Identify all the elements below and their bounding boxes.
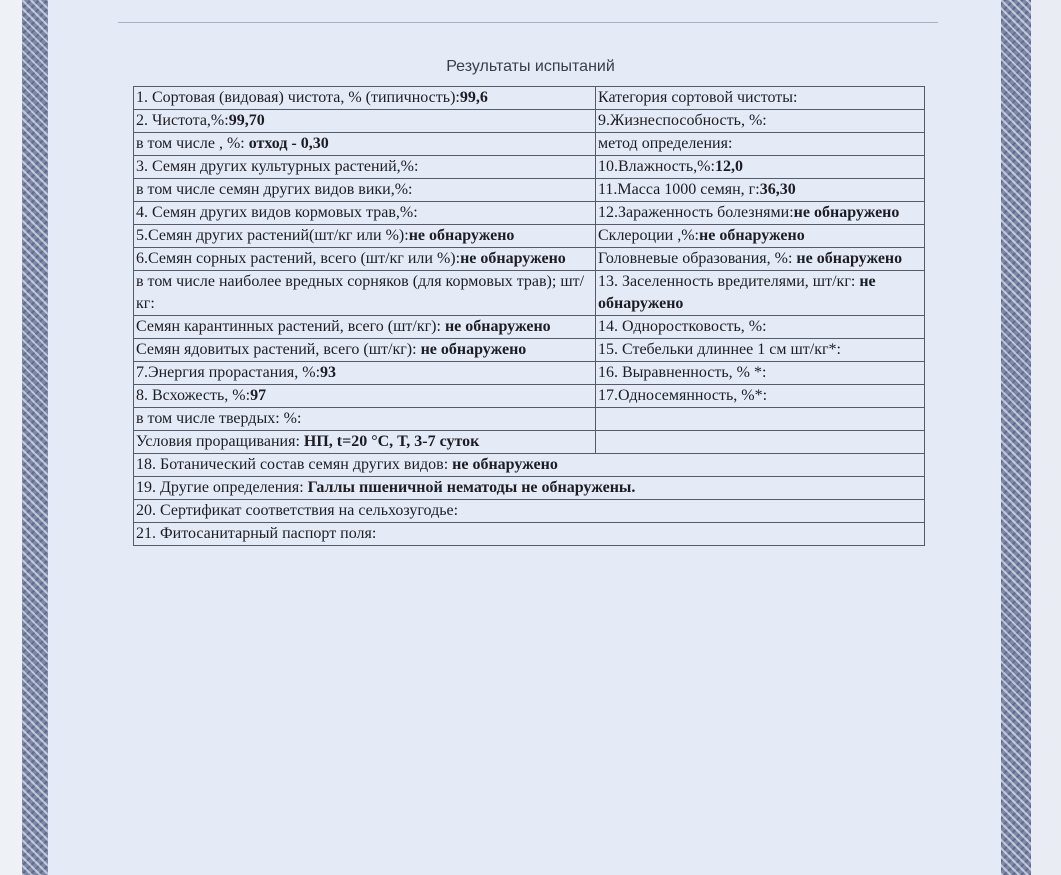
right-cell [596, 87, 925, 110]
table-row [134, 385, 925, 408]
left-cell [134, 133, 596, 156]
field-value: не обнаружено [796, 250, 903, 267]
left-cell [134, 225, 596, 248]
field-label: в том числе , %: [136, 135, 249, 152]
left-cell [134, 408, 596, 431]
table-row [134, 156, 925, 179]
table-row-full [134, 500, 925, 523]
field-label: 11.Масса 1000 семян, г: [598, 181, 760, 198]
left-cell [134, 271, 596, 316]
field-value: 99,6 [459, 89, 488, 106]
right-cell [596, 110, 925, 133]
right-cell [596, 339, 925, 362]
right-cell [596, 431, 925, 454]
left-cell [134, 248, 596, 271]
field-label: метод определения: [598, 135, 733, 152]
field-value: 12,0 [714, 158, 743, 175]
table-row [134, 179, 925, 202]
table-row-full [134, 523, 925, 546]
field-label: 13. Заселенность вредителями, шт/кг: [598, 273, 860, 290]
table-row [134, 271, 925, 316]
left-cell [134, 316, 596, 339]
field-value: не обнаружено [420, 341, 527, 358]
field-label: Семян ядовитых растений, всего (шт/кг): [136, 341, 421, 358]
left-cell [134, 339, 596, 362]
table-row [134, 225, 925, 248]
left-cell [134, 156, 596, 179]
right-cell [596, 225, 925, 248]
right-cell [596, 202, 925, 225]
right-cell [596, 248, 925, 271]
field-label: 5.Семян других растений(шт/кг или %): [136, 227, 409, 244]
field-value: 97 [250, 387, 267, 404]
field-value: 93 [320, 364, 337, 381]
field-label: 4. Семян других видов кормовых трав,%: [136, 204, 418, 221]
field-label: 9.Жизнеспособность, %: [598, 112, 767, 129]
field-label: Склероции ,%: [598, 227, 699, 244]
table-row [134, 408, 925, 431]
field-value: НП, t=20 °C, Т, 3-7 суток [303, 433, 480, 450]
left-cell [134, 110, 596, 133]
page-edge-right [1031, 0, 1061, 875]
field-label: в том числе семян других видов вики,%: [136, 181, 413, 198]
right-cell [596, 385, 925, 408]
field-label: 1. Сортовая (видовая) чистота, % (типичность): [136, 89, 460, 106]
left-cell [134, 431, 596, 454]
field-value: 99,70 [228, 112, 265, 129]
field-label: Головневые образования, %: [598, 250, 797, 267]
field-value: отход - 0,30 [248, 135, 329, 152]
table-row-full [134, 477, 925, 500]
test-results-table [133, 86, 925, 546]
field-label: 20. Сертификат соответствия на сельхозугодье: [136, 502, 459, 519]
field-label: 18. Ботанический состав семян других видов: [136, 456, 453, 473]
field-value: не обнаружено [699, 227, 805, 244]
right-cell [596, 156, 925, 179]
field-label: 14. Однoростковость, %: [598, 318, 767, 335]
field-label: Условия проращивания: [136, 433, 304, 450]
field-value: 36,30 [759, 181, 796, 198]
field-label: 7.Энергия прорастания, %: [136, 364, 321, 381]
table-row [134, 316, 925, 339]
full-width-cell [134, 454, 925, 477]
field-label: 12.Зараженность болезнями: [598, 204, 794, 221]
left-cell [134, 362, 596, 385]
field-label: 17.Односемянность, %*: [598, 387, 768, 404]
field-value: Галлы пшеничной нематоды не обнаружены. [307, 479, 636, 496]
left-cell [134, 202, 596, 225]
field-label: 6.Семян сорных растений, всего (шт/кг или %): [136, 250, 461, 267]
field-label: Семян карантинных растений, всего (шт/кг): [136, 318, 445, 335]
left-cell [134, 87, 596, 110]
field-label: в том числе твердых: %: [136, 410, 302, 427]
field-label: в том числе наиболее вредных сорняков (для кормовых трав); шт/кг: [136, 273, 585, 312]
right-cell [596, 362, 925, 385]
field-label: Категория сортовой чистоты: [598, 89, 798, 106]
table-row [134, 133, 925, 156]
page-edge-left [0, 0, 22, 875]
field-label: 10.Влажность,%: [598, 158, 715, 175]
full-width-cell [134, 523, 925, 546]
table-row [134, 87, 925, 110]
field-label: 3. Семян других культурных растений,%: [136, 158, 419, 175]
table-row [134, 431, 925, 454]
field-label: 8. Всхожесть, %: [136, 387, 251, 404]
field-value: не обнаружено [460, 250, 566, 267]
field-value: не обнаружено [598, 273, 876, 312]
field-value: не обнаружено [444, 318, 551, 335]
field-label: 21. Фитосанитарный паспорт поля: [136, 525, 377, 542]
full-width-cell [134, 500, 925, 523]
right-cell [596, 271, 925, 316]
table-row [134, 202, 925, 225]
table-row [134, 339, 925, 362]
guilloche-border-right [1001, 0, 1031, 875]
full-width-cell [134, 477, 925, 500]
right-cell [596, 133, 925, 156]
field-label: 16. Выравненность, % *: [598, 364, 767, 381]
field-label: 19. Другие определения: [136, 479, 308, 496]
left-cell [134, 179, 596, 202]
field-label: 2. Чистота,%: [136, 112, 229, 129]
right-cell [596, 179, 925, 202]
table-row [134, 362, 925, 385]
field-value: не обнаружено [793, 204, 900, 221]
field-value: не обнаружено [452, 456, 558, 473]
results-title: Результаты испытаний [446, 58, 615, 75]
table-row [134, 248, 925, 271]
left-cell [134, 385, 596, 408]
right-cell [596, 316, 925, 339]
field-value: не обнаружено [408, 227, 515, 244]
table-row [134, 110, 925, 133]
table-row-full [134, 454, 925, 477]
field-label: 15. Стебельки длиннее 1 см шт/кг*: [598, 341, 841, 358]
right-cell [596, 408, 925, 431]
top-rule-line [118, 22, 938, 23]
guilloche-border-left [22, 0, 48, 875]
